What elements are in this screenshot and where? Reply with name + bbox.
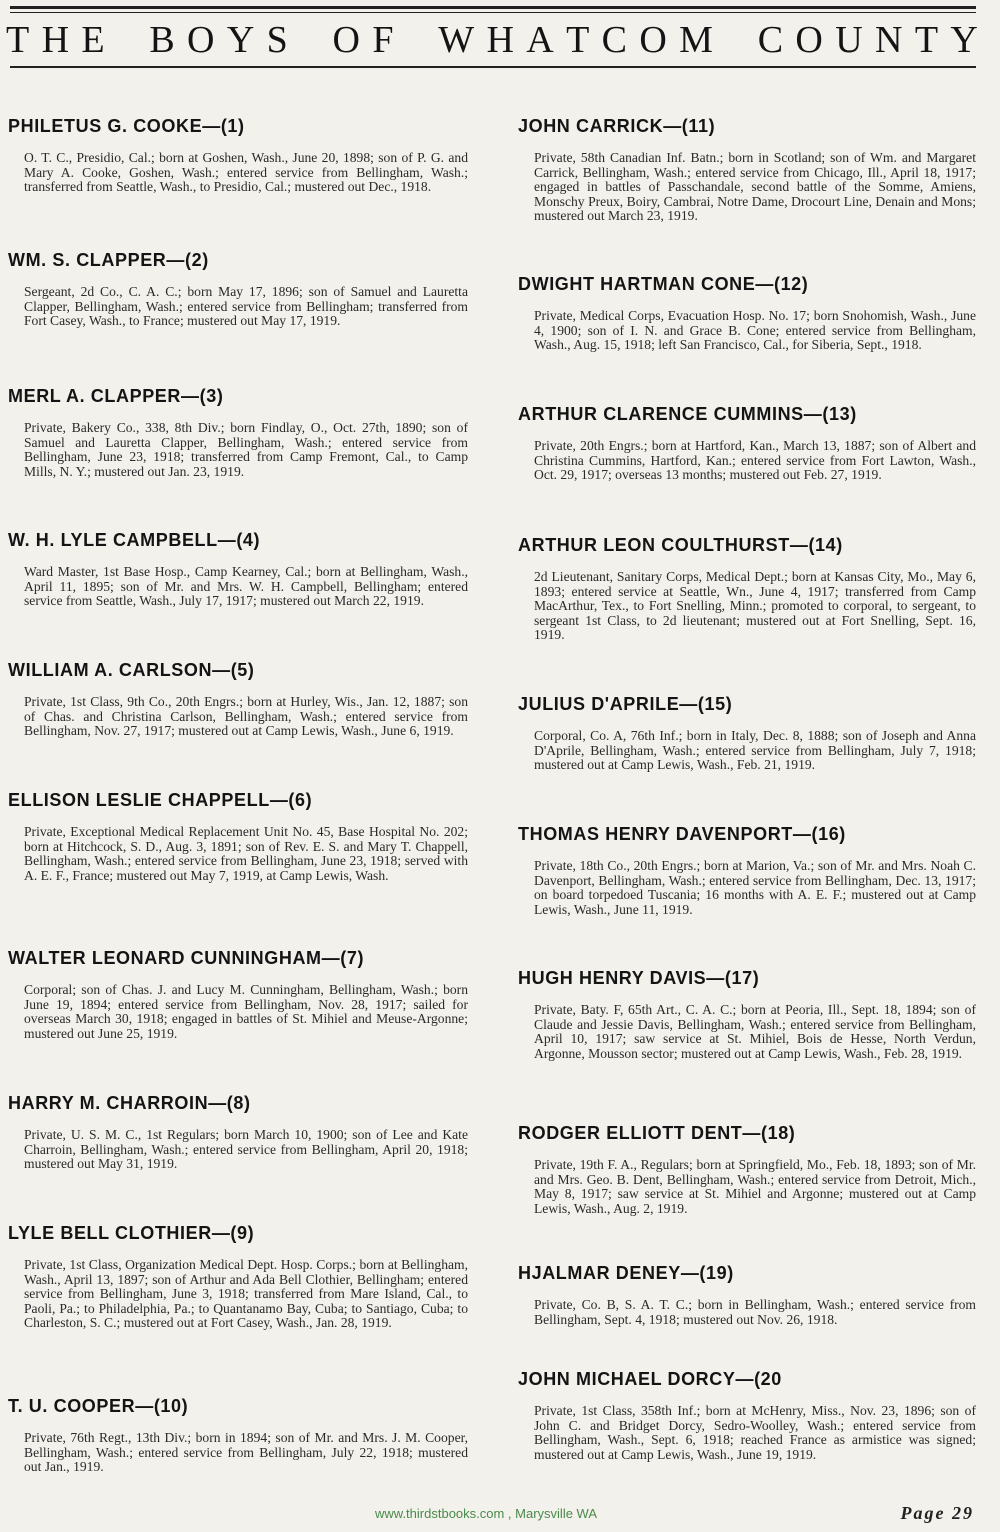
roster-entry <box>8 250 468 329</box>
entry-name: THOMAS HENRY DAVENPORT—(16) <box>518 824 846 844</box>
entry-name: HARRY M. CHARROIN—(8) <box>8 1093 251 1113</box>
roster-entry <box>518 824 976 917</box>
entry-text: Corporal; son of Chas. J. and Lucy M. Cunningham, Bellingham, Wash.; born June 19, 1894; entered service from Bellingham, Nov. 28, 1917; sailed for overseas March 30, 1918; engaged in battles of St. Mihiel and Meuse-Argonne; mustered out June 25, 1919. <box>24 982 468 1041</box>
roster-entry <box>8 386 468 479</box>
title-letter: C <box>757 19 786 61</box>
title-letter: U <box>835 19 865 61</box>
roster-entry <box>518 1263 976 1327</box>
entry-name: WM. S. CLAPPER—(2) <box>8 250 209 270</box>
roster-entry <box>8 660 468 739</box>
entry-name: JOHN MICHAEL DORCY—(20 <box>518 1369 782 1389</box>
entry-text: Private, 20th Engrs.; born at Hartford, Kan., March 13, 1887; son of Albert and Christina Cummins, Hartford, Kan.; entered service from Fort Lawton, Wash., Oct. 29, 1917; overseas 13 months; mustered out Feb. 27, 1919. <box>534 438 976 483</box>
entry-name: JOHN CARRICK—(11) <box>518 116 716 136</box>
top-rule-thick <box>10 6 976 9</box>
entry-name: MERL A. CLAPPER—(3) <box>8 386 224 406</box>
entry-name: ARTHUR CLARENCE CUMMINS—(13) <box>518 404 857 424</box>
roster-entry <box>8 790 468 883</box>
entry-text: Private, 1st Class, 9th Co., 20th Engrs.; born at Hurley, Wis., Jan. 12, 1887; son of Chas. and Christina Carlson, Bellingham, Wash.; entered service from Bellingham, Nov. 27, 1917; mustered out at Camp Lewis, Wash., June 6, 1919. <box>24 694 468 739</box>
entry-name: ELLISON LESLIE CHAPPELL—(6) <box>8 790 313 810</box>
title-letter: O <box>639 19 669 61</box>
entry-name: LYLE BELL CLOTHIER—(9) <box>8 1223 255 1243</box>
roster-entry <box>518 694 976 773</box>
title-letter: W <box>438 19 477 61</box>
footer-url[interactable]: www.thirdstbooks.com , Marysville WA <box>375 1506 598 1521</box>
roster-entry <box>8 948 468 1041</box>
entry-text: Private, Medical Corps, Evacuation Hosp. No. 17; born Snohomish, Wash., June 4, 1900; son of I. N. and Grace B. Cone; entered service from Bellingham, Wash., Aug. 15, 1918; left San Francisco, Cal., for Siberia, Sept., 1918. <box>534 308 976 353</box>
title-letter: M <box>679 19 715 61</box>
entry-text: Corporal, Co. A, 76th Inf.; born in Italy, Dec. 8, 1888; son of Joseph and Anna D'Aprile, Bellingham, Wash.; entered service from Bellingham, July 7, 1918; mustered out at Camp Lewis, Wash., Feb. 21, 1919. <box>534 728 976 773</box>
entry-text: 2d Lieutenant, Sanitary Corps, Medical Dept.; born at Kansas City, Mo., May 6, 1893; entered service at Seattle, Wn., June 4, 1917; transferred from Camp MacArthur, Tex., to Fort Snelling, Minn.; promoted to corporal, to sergeant, to sergeant 1st Class, to 2d lieutenant; mustered out at Fort Snelling, Sept. 16, 1919. <box>534 569 976 643</box>
title-letter: C <box>601 19 629 61</box>
title-letter: T <box>914 19 941 61</box>
title-letter: N <box>875 19 905 61</box>
title-letter: E <box>81 19 107 61</box>
title-letter: B <box>149 19 177 61</box>
entry-name: RODGER ELLIOTT DENT—(18) <box>518 1123 796 1143</box>
entry-text: Private, Exceptional Medical Replacement Unit No. 45, Base Hospital No. 202; born at Hitchcock, S. D., Aug. 3, 1891; son of Rev. E. S. and Mary T. Chappell, Bellingham, Wash.; entered service from Bellingham, June 23, 1918; served with A. E. F., France; mustered out May 7, 1919, at Camp Lewis, Wash. <box>24 824 468 883</box>
entry-text: Private, 58th Canadian Inf. Batn.; born in Scotland; son of Wm. and Margaret Carrick, Bellingham, Wash.; entered service from Chicago, Ill., April 18, 1917; engaged in battles of Passchandale, second battle of the Somme, Amiens, Monschy Preux, Boiry, Cambrai, Notre Dame, Drocourt Line, Denain and Mons; mustered out March 23, 1919. <box>534 150 976 224</box>
entry-text: Private, Baty. F, 65th Art., C. A. C.; born at Peoria, Ill., Sept. 18, 1894; son of Claude and Jessie Davis, Bellingham, Wash.; entered service from Bellingham, April 10, 1917; saw service at St. Mihiel, Bois de Hesse, North Verdun, Argonne, Mousson sector; mustered out at Camp Lewis, Wash., Feb. 28, 1919. <box>534 1002 976 1061</box>
roster-entry <box>518 968 976 1061</box>
entry-name: WALTER LEONARD CUNNINGHAM—(7) <box>8 948 365 968</box>
roster-entry <box>8 530 468 609</box>
title-letter: Y <box>226 19 257 61</box>
title-letter: O <box>332 19 362 61</box>
page-number: Page 29 <box>900 1503 974 1523</box>
title-letter: T <box>566 19 592 61</box>
entry-text: Ward Master, 1st Base Hosp., Camp Kearney, Cal.; born at Bellingham, Wash., April 11, 1895; son of Mr. and Mrs. W. H. Campbell, Bellingham; entered service from Seattle, Wash., July 17, 1917; mustered out March 22, 1919. <box>24 564 468 609</box>
roster-entry <box>8 1396 468 1475</box>
entry-name: T. U. COOPER—(10) <box>8 1396 189 1416</box>
entry-text: O. T. C., Presidio, Cal.; born at Goshen, Wash., June 20, 1898; son of P. G. and Mary A. Cooke, Goshen, Wash.; entered service from Bellingham, Wash.; transferred from Seattle, Wash., to Presidio, Cal.; mustered out Dec., 1918. <box>24 150 468 195</box>
entry-name: ARTHUR LEON COULTHURST—(14) <box>518 535 843 555</box>
entry-text: Private, 76th Regt., 13th Div.; born in 1894; son of Mr. and Mrs. J. M. Cooper, Bellingham, Wash.; entered service from Bellingham, July 22, 1918; mustered out Jan., 1919. <box>24 1430 468 1475</box>
roster-entry <box>518 116 976 224</box>
roster-entry <box>518 1369 976 1462</box>
entry-name: W. H. LYLE CAMPBELL—(4) <box>8 530 261 550</box>
entry-text: Private, 19th F. A., Regulars; born at Springfield, Mo., Feb. 18, 1893; son of Mr. and Mrs. Geo. B. Dent, Bellingham, Wash.; entered service from Detroit, Mich., May 8, 1917; saw service at St. Mihiel and Argonne; mustered out at Camp Lewis, Wash., Aug. 2, 1919. <box>534 1157 976 1216</box>
roster-entry <box>518 404 976 483</box>
title-letter: Y <box>950 19 980 61</box>
entry-text: Private, 1st Class, Organization Medical Dept. Hosp. Corps.; born at Bellingham, Wash., April 13, 1897; son of Arthur and Ada Bell Clothier, Bellingham; entered service from Bellingham, June 3, 1918; transferred from Mare Island, Cal., to Paoli, Pa.; to Philadelphia, Pa.; to Quantanamo Bay, Cuba; to Santiago, Cuba; to Charleston, S. C.; mustered out at Fort Casey, Wash., Jan. 28, 1919. <box>24 1257 468 1331</box>
title-letter: H <box>486 19 516 61</box>
title-letter: F <box>372 19 396 61</box>
entry-text: Private, U. S. M. C., 1st Regulars; born March 10, 1900; son of Lee and Kate Charroin, Bellingham, Wash.; entered service from Bellingham, April 20, 1918; mustered out May 31, 1919. <box>24 1127 468 1172</box>
roster-entry <box>8 1093 468 1172</box>
entry-text: Private, 1st Class, 358th Inf.; born at McHenry, Miss., Nov. 23, 1896; son of John C. and Bridget Dorcy, Sedro-Woolley, Wash.; entered service from Bellingham, Wash., Sept. 6, 1918; reached France as armistice was signed; mustered out at Camp Lewis, Wash., June 19, 1919. <box>534 1403 976 1462</box>
entry-name: HUGH HENRY DAVIS—(17) <box>518 968 760 988</box>
entry-text: Sergeant, 2d Co., C. A. C.; born May 17, 1896; son of Samuel and Lauretta Clapper, Bellingham, Wash.; entered service from Bellingham; transferred from Fort Casey, Wash., to France; mustered out May 17, 1919. <box>24 284 468 329</box>
roster-entry <box>8 1223 468 1331</box>
title-letter: A <box>526 19 556 61</box>
top-rule-thin <box>10 12 976 13</box>
roster-entry <box>518 1123 976 1216</box>
entry-name: JULIUS D'APRILE—(15) <box>518 694 733 714</box>
title-rule <box>10 66 976 68</box>
title-letter: T <box>6 19 32 61</box>
entry-name: WILLIAM A. CARLSON—(5) <box>8 660 255 680</box>
roster-entry <box>518 274 976 353</box>
title-letter: O <box>795 19 825 61</box>
entry-name: DWIGHT HARTMAN CONE—(12) <box>518 274 809 294</box>
title-letter: S <box>266 19 290 61</box>
roster-entry <box>518 535 976 643</box>
page-title <box>6 16 980 64</box>
roster-entry <box>8 116 468 195</box>
entry-text: Private, Co. B, S. A. T. C.; born in Bellingham, Wash.; entered service from Bellingham, Sept. 4, 1918; mustered out Nov. 26, 1918. <box>534 1297 976 1327</box>
entry-text: Private, Bakery Co., 338, 8th Div.; born Findlay, O., Oct. 27th, 1890; son of Samuel and Lauretta Clapper, Bellingham, Wash.; entered service from Bellingham, June 23, 1918; transferred from Camp Fremont, Cal., to Camp Mills, N. Y.; mustered out Jan. 23, 1919. <box>24 420 468 479</box>
title-letter: H <box>41 19 72 61</box>
entry-text: Private, 18th Co., 20th Engrs.; born at Marion, Va.; son of Mr. and Mrs. Noah C. Davenport, Bellingham, Wash.; entered service from Bellingham, Dec. 13, 1917; on board torpedoed Tuscania; 16 months with A. E. F.; mustered out at Camp Lewis, Wash., June 11, 1919. <box>534 858 976 917</box>
entry-name: HJALMAR DENEY—(19) <box>518 1263 734 1283</box>
title-letter: O <box>187 19 217 61</box>
entry-name: PHILETUS G. COOKE—(1) <box>8 116 245 136</box>
